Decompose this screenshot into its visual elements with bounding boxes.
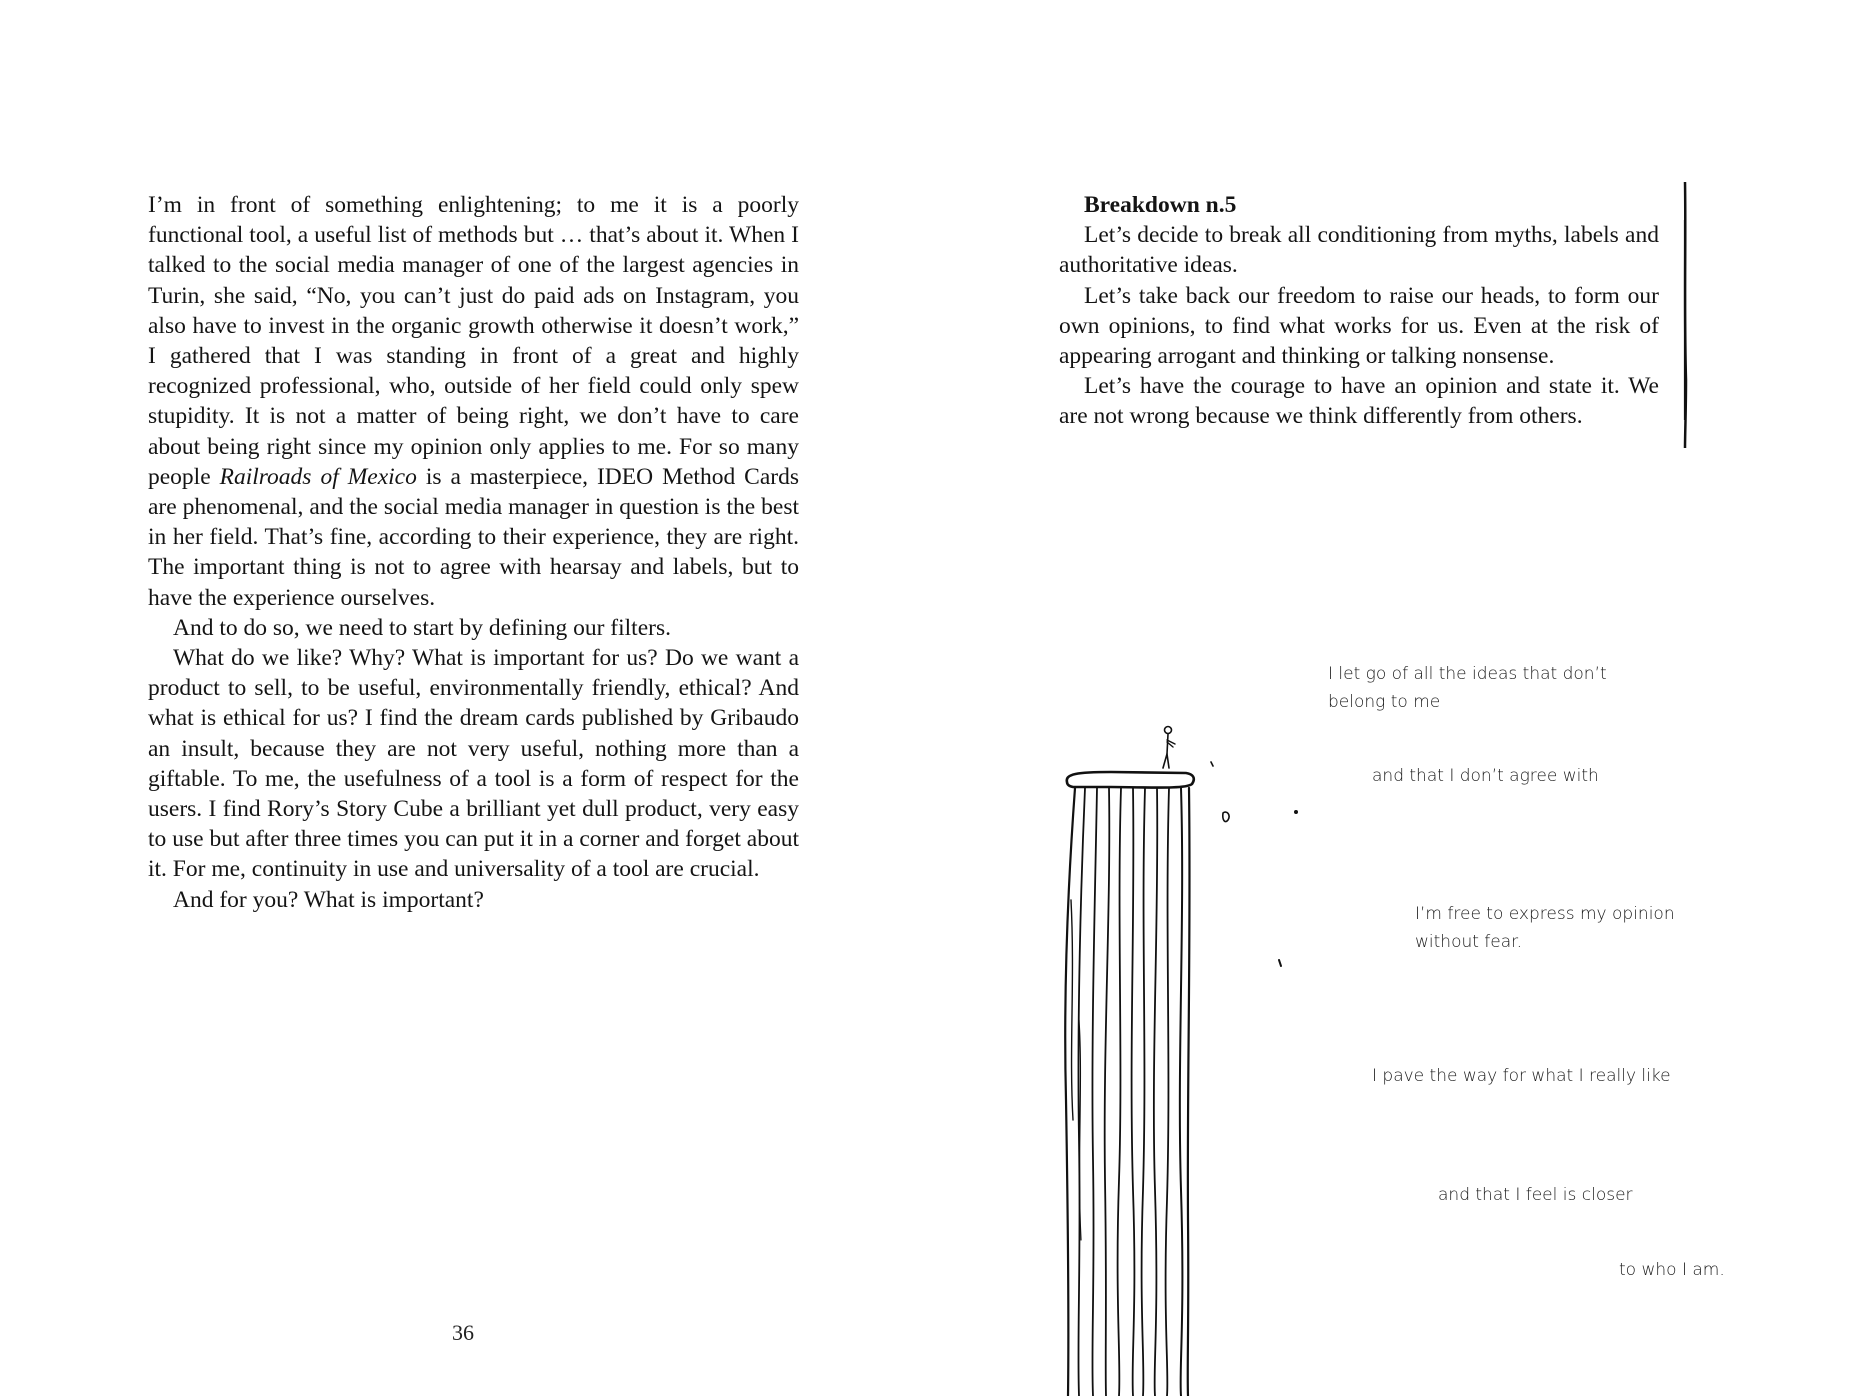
caption-line-3: and that I don’t agree with [1372, 766, 1599, 786]
margin-rule-drawing [1681, 180, 1689, 450]
caption-line-4: I’m free to express my opinion [1415, 904, 1675, 924]
book-title-italic: Railroads of Mexico [219, 463, 417, 490]
paragraph-4: And for you? What is important? [173, 886, 484, 913]
caption-line-8: to who I am. [1619, 1260, 1725, 1280]
breakdown-paragraph-1: Let’s decide to break all conditioning from myths, labels and authoritative ideas. [1059, 222, 1659, 279]
caption-line-7: and that I feel is closer [1438, 1185, 1633, 1205]
paragraph-1-text: I’m in front of something enlightening; to me it is a poorly functional tool, a useful list of methods but … that’s about it. When I talked to the social media manager of one of the largest agencies in Turin, she said, “No, you can’t just do paid ads on Instagram, you also have to invest in the organic growth otherwise it doesn’t work,” I gathered that I was standing in front of a great and highly recognized professional, who, outside of her field could only spew stupidity. It is not a matter of being right, we don’t have to care about being right since my opinion only applies to me. For so many people [148, 192, 799, 490]
caption-line-6: I pave the way for what I really like [1372, 1066, 1671, 1086]
left-page-body [148, 190, 799, 915]
breakdown-paragraph-3: Let’s have the courage to have an opinion and state it. We are not wrong because we think differently from others. [1059, 373, 1659, 430]
pillar-figure-illustration [1051, 720, 1331, 1396]
breakdown-section [1059, 190, 1659, 432]
paragraph-3: What do we like? Why? What is important for us? Do we want a product to sell, to be useful, environmentally friendly, ethical? And what is ethical for us? I find the dream cards published by Gribaudo an insult, because they are not very useful, nothing more than a giftable. To me, the usefulness of a tool is a form of respect for the users. I find Rory’s Story Cube a brilliant yet dull product, very easy to use but after three times you can put it in a corner and forget about it. For me, continuity in use and universality of a tool are crucial. [148, 645, 799, 883]
page-number: 36 [452, 1320, 474, 1345]
breakdown-title: Breakdown n.5 [1084, 192, 1237, 218]
caption-line-2: belong to me [1328, 692, 1441, 712]
caption-line-5: without fear. [1415, 932, 1523, 952]
paragraph-1-continuation: is a masterpiece, IDEO Method Cards are phenomenal, and the social media manager in question is the best in her field. That’s fine, according to their experience, they are right. The important thing is not to agree with hearsay and labels, but to have the experience ourselves. [148, 463, 799, 611]
caption-line-1: I let go of all the ideas that don’t [1328, 664, 1607, 684]
right-page [931, 0, 1862, 1396]
breakdown-paragraph-2: Let’s take back our freedom to raise our heads, to form our own opinions, to find what works for us. Even at the risk of appearing arrogant and thinking or talking nonsense. [1059, 282, 1659, 370]
paragraph-1 [148, 190, 799, 613]
paragraph-2: And to do so, we need to start by defining our filters. [173, 614, 671, 641]
